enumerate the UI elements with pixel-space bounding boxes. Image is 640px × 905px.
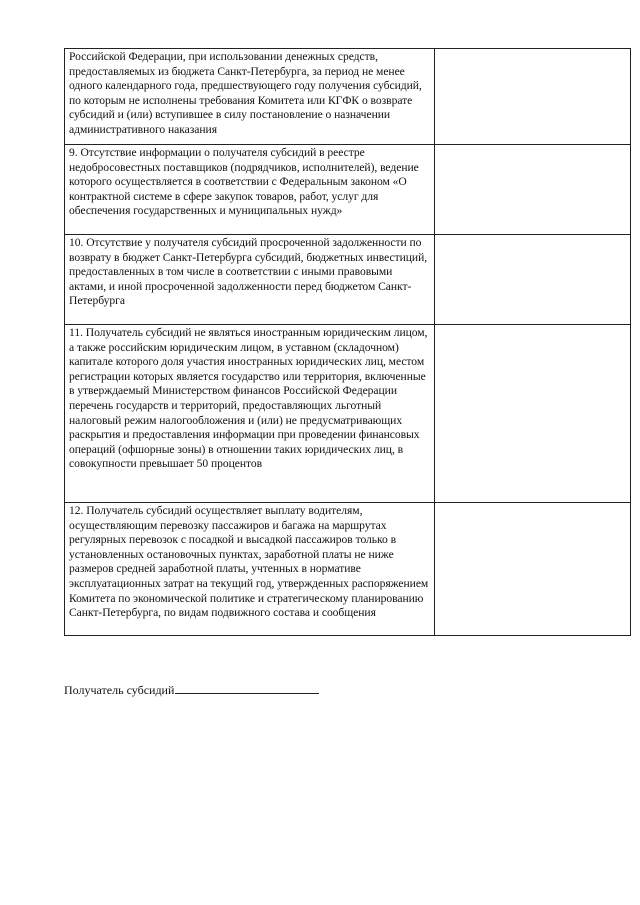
table-row — [65, 145, 631, 235]
requirement-text: 11. Получатель субсидий не являться иностранным юридическим лицом, а также российским юридическим лицом, в уставном (складочном) капитале которого доля участия иностранных юридических лиц, местом регистрации которых является государство или территория, включенные в утверждаемый Министерством финансов Российской Федерации перечень государств и территорий, предоставляющих льготный налоговый режим налогообложения и (или) не предусматривающих раскрытия и предоставления информации при проведении финансовых операций (офшорные зоны) в отношении таких юридических лиц, в совокупности превышает 50 процентов — [69, 326, 428, 471]
requirement-text-cell — [65, 503, 435, 636]
table-row — [65, 325, 631, 503]
requirement-text: 9. Отсутствие информации о получателя субсидий в реестре недобросовестных поставщиков (подрядчиков, исполнителей), ведение которого осуществляется в соответствии с Федеральным законом «О контрактной системе в сфере закупок товаров, работ, услуг для обеспечения государственных и муниципальных нужд» — [69, 146, 419, 218]
requirements-table — [64, 48, 631, 636]
signature-block — [64, 682, 319, 698]
requirement-text-cell — [65, 49, 435, 145]
requirement-text-cell — [65, 145, 435, 235]
table-row — [65, 49, 631, 145]
requirement-text: 10. Отсутствие у получателя субсидий просроченной задолженности по возврату в бюджет Санкт-Петербурга субсидий, бюджетных инвестиций, предоставленных в том числе в соответствии с иными правовыми актами, и иной просроченной задолженности перед бюджетом Санкт-Петербурга — [69, 236, 428, 308]
requirement-text: Российской Федерации, при использовании денежных средств, предоставляемых из бюджета Санкт-Петербурга, за период не менее одного календарного года, предшествующего году получения субсидий, по которым не исполнены требования Комитета или КГФК о возврате субсидий и (или) вступившее в силу постановление о назначении административного наказания — [69, 50, 422, 136]
table-row — [65, 503, 631, 636]
requirement-text-cell — [65, 325, 435, 503]
signature-label: Получатель субсидий — [64, 683, 175, 697]
requirement-text-cell — [65, 235, 435, 325]
compliance-mark-cell[interactable] — [435, 235, 631, 325]
compliance-mark-cell[interactable] — [435, 145, 631, 235]
compliance-mark-cell[interactable] — [435, 325, 631, 503]
compliance-mark-cell[interactable] — [435, 503, 631, 636]
table-row — [65, 235, 631, 325]
compliance-mark-cell[interactable] — [435, 49, 631, 145]
requirement-text: 12. Получатель субсидий осуществляет выплату водителям, осуществляющим перевозку пассажиров и багажа на маршрутах регулярных перевозок с посадкой и высадкой пассажиров только в установленных остановочных пунктах, заработной платы не ниже размеров средней заработной платы, учтенных в нормативе эксплуатационных затрат на текущий год, утвержденных распоряжением Комитета по экономической политике и стратегическому планированию Санкт-Петербурга, по видам подвижного состава и сообщения — [69, 504, 429, 620]
signature-line[interactable] — [175, 682, 319, 694]
